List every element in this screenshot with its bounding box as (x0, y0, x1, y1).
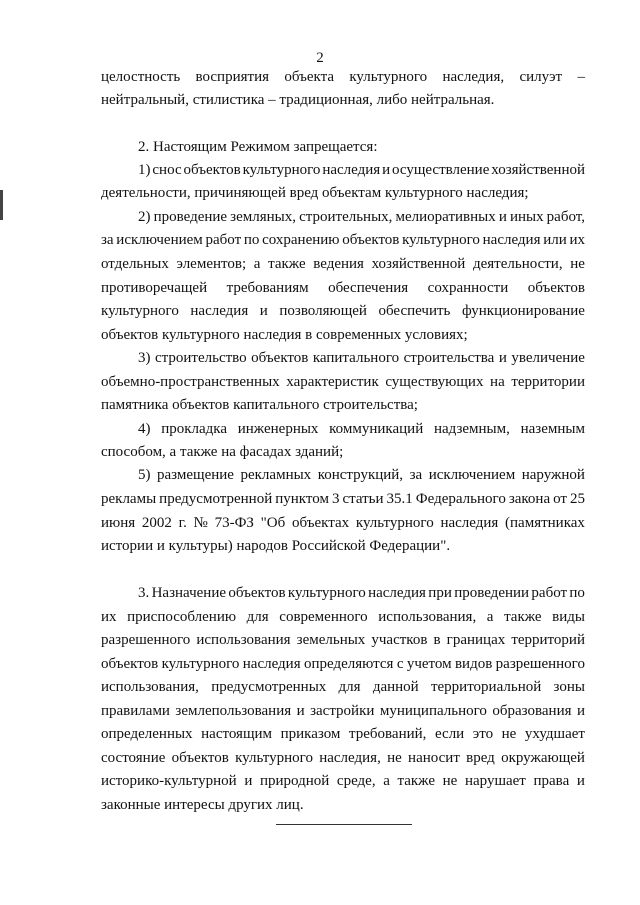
text-line: истории и культуры) народов Российской Федерации". (101, 538, 451, 554)
text-line: 1) снос объектов культурного наследия и осуществление хозяйственной (138, 162, 585, 178)
text-line: 2. Настоящим Режимом запрещается: (138, 139, 378, 155)
text-line: объемно-пространственных характеристик существующих на территории (101, 374, 585, 390)
text-line: июня 2002 г. № 73-ФЗ "Об объектах культурного наследия (памятниках (101, 515, 585, 531)
text-line: 4) прокладка инженерных коммуникаций надземным, наземным (138, 421, 585, 437)
text-line: целостность восприятия объекта культурного наследия, силуэт – (101, 69, 585, 85)
scan-edge-mark (0, 190, 3, 220)
text-line: их приспособлению для современного использования, а также виды (101, 609, 585, 625)
text-line: разрешенного использования земельных участков в границах территорий (101, 632, 585, 648)
text-line: нейтральный, стилистика – традиционная, либо нейтральная. (101, 92, 495, 108)
text-line: рекламы предусмотренной пунктом 3 статьи 35.1 Федерального закона от 25 (101, 491, 585, 507)
text-line: культурного наследия и позволяющей обеспечить функционирование (101, 303, 585, 319)
text-line: историко-культурной и природной среде, а также не нарушает права и (101, 773, 585, 789)
page-number: 2 (316, 50, 324, 66)
text-line: объектов культурного наследия в современных условиях; (101, 327, 468, 343)
text-line: 2) проведение земляных, строительных, мелиоративных и иных работ, (138, 209, 585, 225)
text-line: 3) строительство объектов капитального строительства и увеличение (138, 350, 585, 366)
text-line: состояние объектов культурного наследия, не наносит вред окружающей (101, 750, 585, 766)
text-line: использования, предусмотренных для данной территориальной зоны (101, 679, 585, 695)
text-line: объектов культурного наследия определяются с учетом видов разрешенного (101, 656, 585, 672)
text-line: 5) размещение рекламных конструкций, за исключением наружной (138, 467, 585, 483)
text-line: определенных настоящим приказом требований, если это не ухудшает (101, 726, 585, 742)
text-line: правилами землепользования и застройки муниципального образования и (101, 703, 585, 719)
text-line: деятельности, причиняющей вред объектам культурного наследия; (101, 185, 529, 201)
text-line: законные интересы других лиц. (101, 797, 304, 813)
text-line: памятника объектов капитального строительства; (101, 397, 418, 413)
end-rule (276, 824, 412, 825)
text-line: способом, а также на фасадах зданий; (101, 444, 344, 460)
text-line: 3. Назначение объектов культурного наследия при проведении работ по (138, 585, 585, 601)
text-line: противоречащей требованиям обеспечения сохранности объектов (101, 280, 585, 296)
text-line: за исключением работ по сохранению объектов культурного наследия или их (101, 232, 585, 248)
text-line: отдельных элементов; а также ведения хозяйственной деятельности, не (101, 256, 585, 272)
